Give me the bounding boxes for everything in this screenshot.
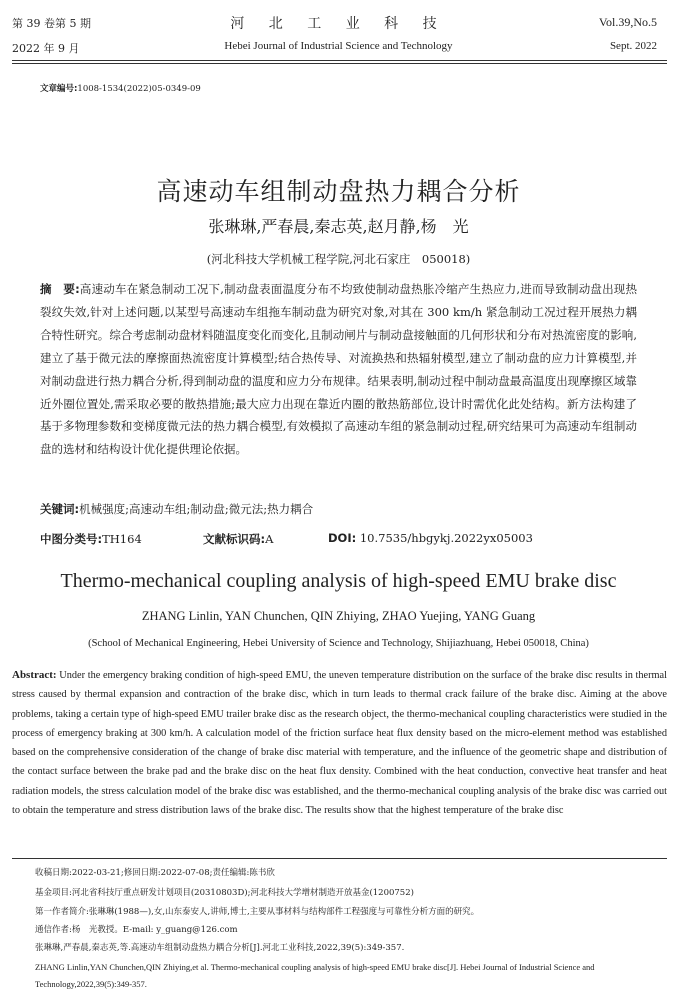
doi-value[interactable]: 10.7535/hbgykj.2022yx05003 [359, 531, 533, 545]
abstract-cn-label: 摘 要: [40, 282, 80, 296]
footnote-received: 收稿日期:2022-03-21;修回日期:2022-07-08;责任编辑:陈书欣 [35, 868, 275, 878]
document-code-value: A [265, 532, 274, 546]
article-number-value: 1008-1534(2022)05-0349-09 [77, 84, 201, 94]
affiliation-cn: (河北科技大学机械工程学院,河北石家庄 050018) [206, 252, 471, 266]
keywords-cn-label: 关键词: [40, 502, 80, 516]
header-volume-issue-en: Vol.39,No.5 [598, 15, 657, 29]
abstract-cn-text: 高速动车在紧急制动工况下,制动盘表面温度分布不均致使制动盘热胀冷缩产生热应力,进而导致制动盘出现热裂纹失效,针对上述问题,以某型号高速动车组拖车制动盘为研究对象,对其在 300 km/h 紧急制动工况过程开展热力耦合特性研究。综合考虑制动盘材料随温度变化而变化,且制动闸片与制动盘接触面的几何形状和分布对热流密度的影响,建立了基于微元法的摩擦面热流密度计算模型;结合热传导、对流换热和热辐射模型,建立了制动盘的应力计算模型,并对制动盘进行热力耦合分析,得到制动盘的温度和应力分布规律。结果表明,制动过程中制动盘最高温度出现摩擦区域靠近外圈位置处,需采取必要的散热措施;最大应力出现在靠近内圈的散热筋部位,设计时需优化此处结构。新方法构建了基于多物理参数和变梯度微元法的热力耦合模型,有效模拟了高速动车组的紧急制动过程,研究结果可为高速动车组制动盘的选材和结构设计优化提供理论依据。 [40, 282, 637, 457]
citation-en: ZHANG Linlin,YAN Chunchen,QIN Zhiying,et al. Thermo-mechanical coupling analysis of high-speed EMU brake disc[J]. Hebei Journal of Industrial Science and Technology,2022,39(5):349-357. [35, 962, 595, 989]
doi-label: DOI: [328, 531, 357, 545]
classification-number [40, 531, 142, 547]
header-date-en: Sept. 2022 [609, 40, 657, 52]
classification-value: TH164 [102, 532, 142, 546]
abstract-en-text: Under the emergency braking condition of high-speed EMU, the uneven temperature distribution on the surface of the brake disc results in thermal stress caused by thermal expansion and contraction of the brake disc, which in turn leads to thermal crack failure of the brake disc. Aiming at the above problems, taking a certain type of high-speed EMU trailer brake disc as the research object, the thermo-mechanical coupling characteristics were studied in the process of emergency braking at 300 km/h. A calculation model of the friction surface heat flux density based on the micro-element method was established based on the comprehensive consideration of the change of brake disc material with temperature, and the influence of the geometric shape and distribution of the contact surface between the brake pad and the brake disc on the heat flux density. Combined with the heat conduction, convective heat transfer and heat radiation models, the stress calculation model of the brake disc was established, and the thermo-mechanical coupling analysis of the brake disc was carried out to obtain the temperature and stress distribution laws of the brake disc. The results show that the highest temperature of the brake disc [12, 670, 667, 817]
header-rule-top [12, 60, 667, 61]
header-volume-issue-cn: 第 39 卷第 5 期 [12, 17, 91, 30]
document-code-label: 文献标识码: [203, 532, 266, 546]
document-code [203, 531, 273, 547]
article-number [40, 82, 201, 94]
header-rule-bottom [12, 63, 667, 64]
citation-cn: 张琳琳,严春晨,秦志英,等.高速动车组制动盘热力耦合分析[J].河北工业科技,2022,39(5):349-357. [35, 943, 405, 953]
footnote-first-author: 第一作者简介:张琳琳(1988—),女,山东泰安人,讲师,博士,主要从事材料与结构部件工程强度与可靠性分析方面的研究。 [35, 907, 480, 917]
abstract-en-label: Abstract: [12, 669, 57, 681]
header-journal-cn: 河 北 工 业 科 技 [230, 16, 447, 32]
footnote-fund: 基金项目:河北省科技厅重点研发计划项目(20310803D);河北科技大学增材制造开放基金(1200752) [35, 888, 414, 898]
page-title-cn: 高速动车组制动盘热力耦合分析 [156, 177, 521, 206]
abstract-en [12, 666, 667, 854]
abstract-cn [40, 278, 637, 461]
header-date-cn: 2022 年 9 月 [12, 42, 80, 55]
page-title-en: Thermo-mechanical coupling analysis of high-speed EMU brake disc [60, 570, 617, 592]
classification-label: 中图分类号: [40, 532, 103, 546]
footnote-rule [12, 858, 667, 859]
doi [328, 531, 533, 545]
header-journal-en: Hebei Journal of Industrial Science and Technology [224, 40, 453, 52]
authors-cn: 张琳琳,严春晨,秦志英,赵月静,杨 光 [208, 217, 469, 236]
footnote-corresponding: 通信作者:杨 光教授。E-mail: y_guang@126.com [35, 925, 238, 935]
keywords-cn [40, 501, 313, 517]
affiliation-en: (School of Mechanical Engineering, Hebei University of Science and Technology, Shijiazhuang, Hebei 050018, China) [88, 638, 589, 649]
authors-en: ZHANG Linlin, YAN Chunchen, QIN Zhiying, ZHAO Yuejing, YANG Guang [141, 609, 536, 623]
keywords-cn-text: 机械强度;高速动车组;制动盘;微元法;热力耦合 [79, 502, 314, 516]
article-number-label: 文章编号: [40, 84, 78, 94]
